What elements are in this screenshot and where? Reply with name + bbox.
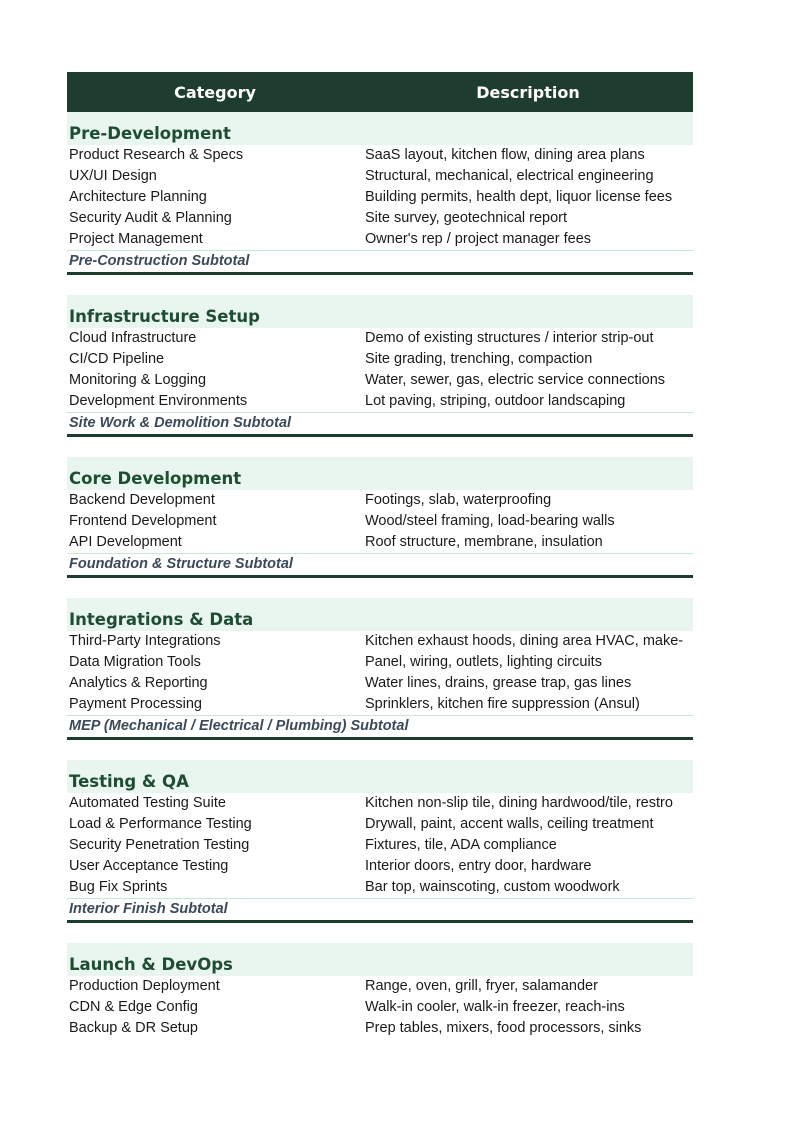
section-spacer [67, 740, 693, 760]
row-category: API Development [69, 534, 182, 550]
section-title: Launch & DevOps [67, 943, 693, 976]
section-title: Integrations & Data [67, 598, 693, 631]
row-category: Security Audit & Planning [69, 210, 232, 226]
row-description: Panel, wiring, outlets, lighting circuits [365, 654, 602, 670]
table-body [67, 112, 693, 1039]
row-category: Analytics & Reporting [69, 675, 208, 691]
row-description: Water, sewer, gas, electric service connections [365, 372, 666, 388]
row-description: Demo of existing structures / interior strip-out [365, 330, 654, 346]
row-description: Fixtures, tile, ADA compliance [365, 837, 557, 853]
row-description: Prep tables, mixers, food processors, sinks [365, 1020, 642, 1036]
row-category: Automated Testing Suite [69, 795, 226, 811]
row-category: User Acceptance Testing [69, 858, 229, 874]
table-row [67, 166, 693, 187]
row-description: Lot paving, striping, outdoor landscaping [365, 393, 626, 409]
row-description: Owner's rep / project manager fees [365, 231, 592, 247]
row-category: Production Deployment [69, 978, 220, 994]
table-header [67, 72, 693, 112]
table-row [67, 229, 693, 250]
table-row [67, 976, 693, 997]
row-description: Site survey, geotechnical report [365, 210, 568, 226]
section-spacer [67, 275, 693, 295]
table-row [67, 349, 693, 370]
row-description: Wood/steel framing, load-bearing walls [365, 513, 615, 529]
column-header-description: Description [476, 82, 580, 102]
row-category: Cloud Infrastructure [69, 330, 197, 346]
subtotal-row: MEP (Mechanical / Electrical / Plumbing) Subtotal [67, 715, 693, 740]
section-title: Core Development [67, 457, 693, 490]
row-description: Roof structure, membrane, insulation [365, 534, 603, 550]
table-row [67, 997, 693, 1018]
row-description: Range, oven, grill, fryer, salamander [365, 978, 598, 994]
row-category: Development Environments [69, 393, 248, 409]
row-description: Building permits, health dept, liquor license fees [365, 189, 673, 205]
section-title: Testing & QA [67, 760, 693, 793]
section-spacer [67, 923, 693, 943]
row-description: Footings, slab, waterproofing [365, 492, 552, 508]
row-category: Data Migration Tools [69, 654, 201, 670]
row-category: CDN & Edge Config [69, 999, 198, 1015]
row-category: UX/UI Design [69, 168, 157, 184]
row-description: SaaS layout, kitchen flow, dining area plans [365, 147, 645, 163]
table-row [67, 1018, 693, 1039]
subtotal-row: Site Work & Demolition Subtotal [67, 412, 693, 437]
subtotal-row: Foundation & Structure Subtotal [67, 553, 693, 578]
subtotal-row: Pre-Construction Subtotal [67, 250, 693, 275]
table-row [67, 877, 693, 898]
row-description: Structural, mechanical, electrical engineering [365, 168, 654, 184]
row-description: Bar top, wainscoting, custom woodwork [365, 879, 620, 895]
row-description: Drywall, paint, accent walls, ceiling treatment [365, 816, 654, 832]
table-row [67, 814, 693, 835]
row-description: Kitchen non-slip tile, dining hardwood/tile, restro [365, 795, 673, 811]
row-description: Site grading, trenching, compaction [365, 351, 593, 367]
row-category: Project Management [69, 231, 203, 247]
row-category: Architecture Planning [69, 189, 207, 205]
row-category: Third-Party Integrations [69, 633, 221, 649]
subtotal-row: Interior Finish Subtotal [67, 898, 693, 923]
row-description: Sprinklers, kitchen fire suppression (Ansul) [365, 696, 640, 712]
section-spacer [67, 578, 693, 598]
row-category: Load & Performance Testing [69, 816, 252, 832]
table-row [67, 631, 693, 652]
table-row [67, 793, 693, 814]
row-category: Product Research & Specs [69, 147, 244, 163]
row-category: Backend Development [69, 492, 215, 508]
table-row [67, 511, 693, 532]
section-title: Pre-Development [67, 112, 693, 145]
row-category: Frontend Development [69, 513, 217, 529]
row-category: Security Penetration Testing [69, 837, 250, 853]
table-row [67, 391, 693, 412]
row-description: Water lines, drains, grease trap, gas lines [365, 675, 632, 691]
budget-table [67, 72, 693, 1039]
column-header-category: Category [174, 82, 256, 102]
table-row [67, 673, 693, 694]
table-row [67, 856, 693, 877]
table-row [67, 145, 693, 166]
row-category: CI/CD Pipeline [69, 351, 165, 367]
table-row [67, 694, 693, 715]
section-spacer [67, 437, 693, 457]
table-row [67, 490, 693, 511]
table-row [67, 328, 693, 349]
row-description: Kitchen exhaust hoods, dining area HVAC, make- [365, 633, 684, 649]
row-category: Bug Fix Sprints [69, 879, 168, 895]
row-category: Payment Processing [69, 696, 202, 712]
table-row [67, 835, 693, 856]
table-row [67, 187, 693, 208]
row-category: Monitoring & Logging [69, 372, 207, 388]
table-row [67, 652, 693, 673]
row-description: Walk-in cooler, walk-in freezer, reach-ins [365, 999, 625, 1015]
row-category: Backup & DR Setup [69, 1020, 198, 1036]
table-row [67, 208, 693, 229]
table-row [67, 532, 693, 553]
row-description: Interior doors, entry door, hardware [365, 858, 592, 874]
section-title: Infrastructure Setup [67, 295, 693, 328]
table-row [67, 370, 693, 391]
